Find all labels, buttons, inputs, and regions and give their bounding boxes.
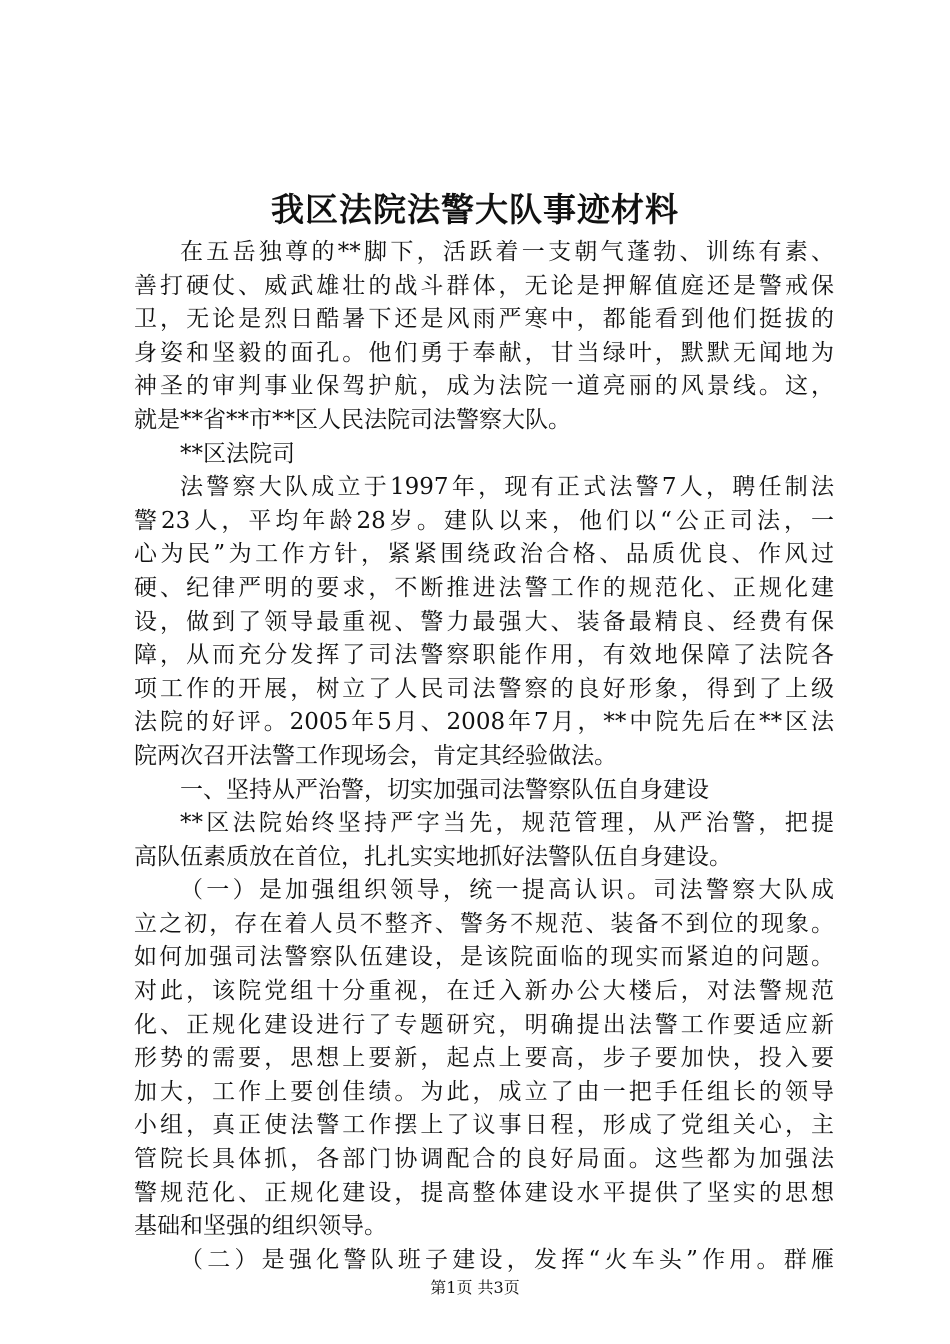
paragraph-line: 院两次召开法警工作现场会，肯定其经验做法。 bbox=[134, 742, 617, 769]
paragraph-line: 如何加强司法警察队伍建设，是该院面临的现实而紧迫的问题。 bbox=[134, 944, 834, 971]
paragraph-line: 卫，无论是烈日酷暑下还是风雨严寒中，都能看到他们挺拔的 bbox=[134, 306, 834, 333]
paragraph-line: **区法院司 bbox=[180, 440, 295, 467]
paragraph-line: **区法院始终坚持严字当先，规范管理，从严治警，把提 bbox=[180, 810, 834, 837]
paragraph-line: 化、正规化建设进行了专题研究，明确提出法警工作要适应新 bbox=[134, 1011, 834, 1038]
paragraph-line: 管院长具体抓，各部门协调配合的良好局面。这些都为加强法 bbox=[134, 1146, 834, 1173]
paragraph-line: 小组，真正使法警工作摆上了议事日程，形成了党组关心，主 bbox=[134, 1112, 834, 1139]
paragraph-line: 对此，该院党组十分重视，在迁入新办公大楼后，对法警规范 bbox=[134, 978, 834, 1005]
paragraph-line: 高队伍素质放在首位，扎扎实实地抓好法警队伍自身建设。 bbox=[134, 843, 732, 870]
paragraph-line: 就是**省**市**区人民法院司法警察大队。 bbox=[134, 406, 571, 433]
page-number-footer: 第1页 共3页 bbox=[430, 1278, 520, 1297]
paragraph-line: （二）是强化警队班子建设，发挥“火车头”作用。群雁 bbox=[180, 1246, 834, 1273]
paragraph-line: 在五岳独尊的**脚下，活跃着一支朝气蓬勃、训练有素、 bbox=[180, 239, 834, 265]
paragraph-line: 神圣的审判事业保驾护航，成为法院一道亮丽的风景线。这， bbox=[134, 373, 834, 400]
paragraph-line: 法院的好评。2005年5月、2008年7月，**中院先后在**区法 bbox=[134, 709, 834, 736]
document-title: 我区法院法警大队事迹材料 bbox=[271, 190, 679, 229]
paragraph-line: 心为民”为工作方针，紧紧围绕政治合格、品质优良、作风过 bbox=[134, 541, 834, 568]
paragraph-line: 设，做到了领导最重视、警力最强大、装备最精良、经费有保 bbox=[134, 608, 834, 635]
paragraph-line: 善打硬仗、威武雄壮的战斗群体，无论是押解值庭还是警戒保 bbox=[134, 272, 834, 299]
paragraph-line: 警规范化、正规化建设，提高整体建设水平提供了坚实的思想 bbox=[134, 1179, 834, 1206]
paragraph-line: 法警察大队成立于1997年，现有正式法警7人，聘任制法 bbox=[180, 474, 834, 501]
paragraph-line: 立之初，存在着人员不整齐、警务不规范、装备不到位的现象。 bbox=[134, 910, 834, 937]
section-heading: 一、坚持从严治警，切实加强司法警察队伍自身建设 bbox=[180, 776, 709, 803]
paragraph-line: 项工作的开展，树立了人民司法警察的良好形象，得到了上级 bbox=[134, 675, 834, 702]
paragraph-line: 形势的需要，思想上要新，起点上要高，步子要加快，投入要 bbox=[134, 1045, 834, 1072]
paragraph-line: （一）是加强组织领导，统一提高认识。司法警察大队成 bbox=[180, 877, 834, 904]
paragraph-line: 加大，工作上要创佳绩。为此，成立了由一把手任组长的领导 bbox=[134, 1078, 834, 1105]
paragraph-line: 基础和坚强的组织领导。 bbox=[134, 1213, 387, 1240]
paragraph-line: 障，从而充分发挥了司法警察职能作用，有效地保障了法院各 bbox=[134, 642, 834, 669]
document-body bbox=[134, 236, 834, 1277]
paragraph-line: 警23人，平均年龄28岁。建队以来，他们以“公正司法，一 bbox=[134, 507, 834, 534]
paragraph-line: 硬、纪律严明的要求，不断推进法警工作的规范化、正规化建 bbox=[134, 574, 834, 601]
paragraph-line: 身姿和坚毅的面孔。他们勇于奉献，甘当绿叶，默默无闻地为 bbox=[134, 339, 834, 366]
